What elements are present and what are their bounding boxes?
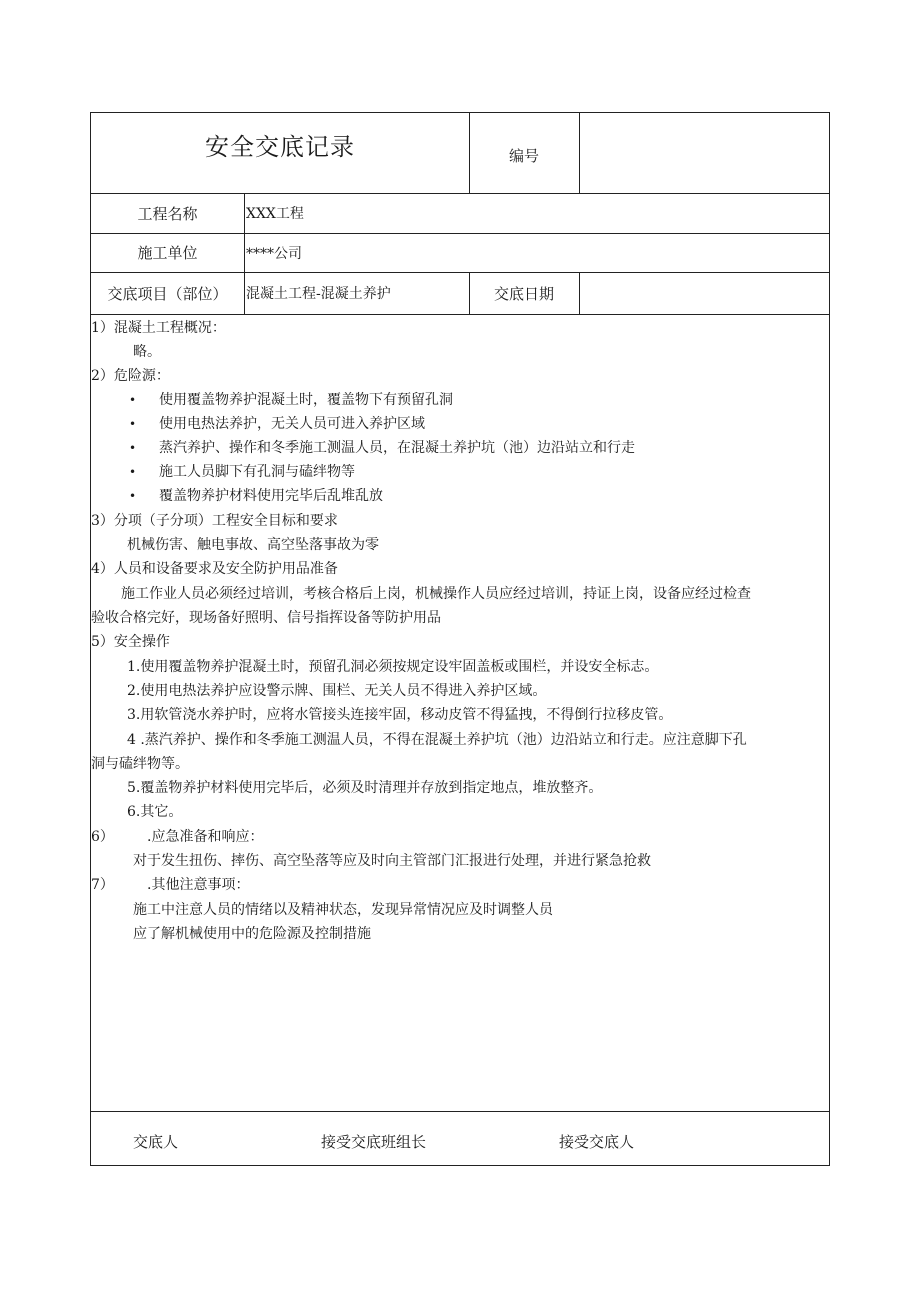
- row-divider: [91, 314, 829, 315]
- operation-item: 1.使用覆盖物养护混凝土时，预留孔洞必须按规定设牢固盖板或围栏，并设安全标志。: [127, 659, 659, 675]
- form-title: 安全交底记录: [205, 132, 355, 161]
- section-heading: .其他注意事项：: [147, 877, 250, 893]
- section-heading: 3）分项（子分项）工程安全目标和要求: [91, 513, 338, 529]
- construction-unit-value[interactable]: ****公司: [246, 245, 302, 262]
- bullet-icon: •: [129, 465, 137, 479]
- operation-item: 6.其它。: [127, 804, 183, 820]
- list-item: 蒸汽养护、操作和冬季施工测温人员，在混凝土养护坑（池）边沿站立和行走: [159, 440, 635, 456]
- operation-item: 4 .蒸汽养护、操作和冬季施工测温人员，不得在混凝土养护坑（池）边沿站立和行走。应注意脚下孔: [127, 732, 747, 748]
- number-label: 编号: [508, 146, 539, 165]
- discloser-label: 交底人: [133, 1133, 179, 1151]
- section-heading: 2）危险源：: [91, 368, 170, 384]
- section-text: 略。: [133, 344, 161, 360]
- project-name-value[interactable]: XXX工程: [246, 206, 304, 222]
- number-field[interactable]: [579, 113, 829, 193]
- disclosure-item-label: 交底项目（部位）: [107, 284, 228, 303]
- section-number: 6）: [91, 829, 114, 845]
- section-text: 施工中注意人员的情绪以及精神状态，发现异常情况应及时调整人员: [133, 902, 553, 918]
- section-text: 验收合格完好，现场备好照明、信号指挥设备等防护用品: [91, 610, 441, 626]
- disclosure-date-field[interactable]: [579, 272, 829, 314]
- team-leader-label: 接受交底班组长: [321, 1133, 427, 1151]
- receiver-label: 接受交底人: [559, 1133, 635, 1151]
- bullet-icon: •: [129, 393, 137, 407]
- section-heading: 1）混凝土工程概况：: [91, 320, 226, 336]
- construction-unit-label: 施工单位: [137, 244, 198, 262]
- disclosure-date-label: 交底日期: [493, 284, 554, 303]
- section-heading: .应急准备和响应：: [147, 829, 264, 845]
- section-heading: 5）安全操作: [91, 634, 170, 650]
- list-item: 使用电热法养护，无关人员可进入养护区域: [159, 416, 425, 432]
- operation-item: 5.覆盖物养护材料使用完毕后，必须及时清理并存放到指定地点，堆放整齐。: [127, 780, 603, 796]
- section-text: 应了解机械使用中的危险源及控制措施: [133, 926, 371, 942]
- list-item: 施工人员脚下有孔洞与磕绊物等: [159, 464, 355, 480]
- operation-item: 洞与磕绊物等。: [91, 756, 189, 772]
- section-text: 施工作业人员必须经过培训，考核合格后上岗，机械操作人员应经过培训，持证上岗，设备应经过检查: [121, 586, 751, 602]
- project-name-label: 工程名称: [137, 204, 198, 223]
- section-heading: 4）人员和设备要求及安全防护用品准备: [91, 561, 338, 577]
- list-item: 覆盖物养护材料使用完毕后乱堆乱放: [159, 488, 383, 504]
- disclosure-form: [90, 112, 830, 1166]
- bullet-icon: •: [129, 489, 137, 503]
- operation-item: 3.用软管浇水养护时，应将水管接头连接牢固，移动皮管不得猛拽，不得倒行拉移皮管。: [127, 707, 673, 723]
- section-text: 机械伤害、触电事故、高空坠落事故为零: [127, 537, 379, 553]
- operation-item: 2.使用电热法养护应设警示牌、围栏、无关人员不得进入养护区域。: [127, 683, 547, 699]
- section-text: 对于发生扭伤、摔伤、高空坠落等应及时向主管部门汇报进行处理，并进行紧急抢救: [133, 853, 651, 869]
- disclosure-item-value[interactable]: 混凝土工程-混凝土养护: [246, 286, 391, 302]
- row-divider: [91, 1111, 829, 1112]
- section-number: 7）: [91, 877, 114, 893]
- list-item: 使用覆盖物养护混凝土时，覆盖物下有预留孔洞: [159, 392, 453, 408]
- bullet-icon: •: [129, 417, 137, 431]
- bullet-icon: •: [129, 441, 137, 455]
